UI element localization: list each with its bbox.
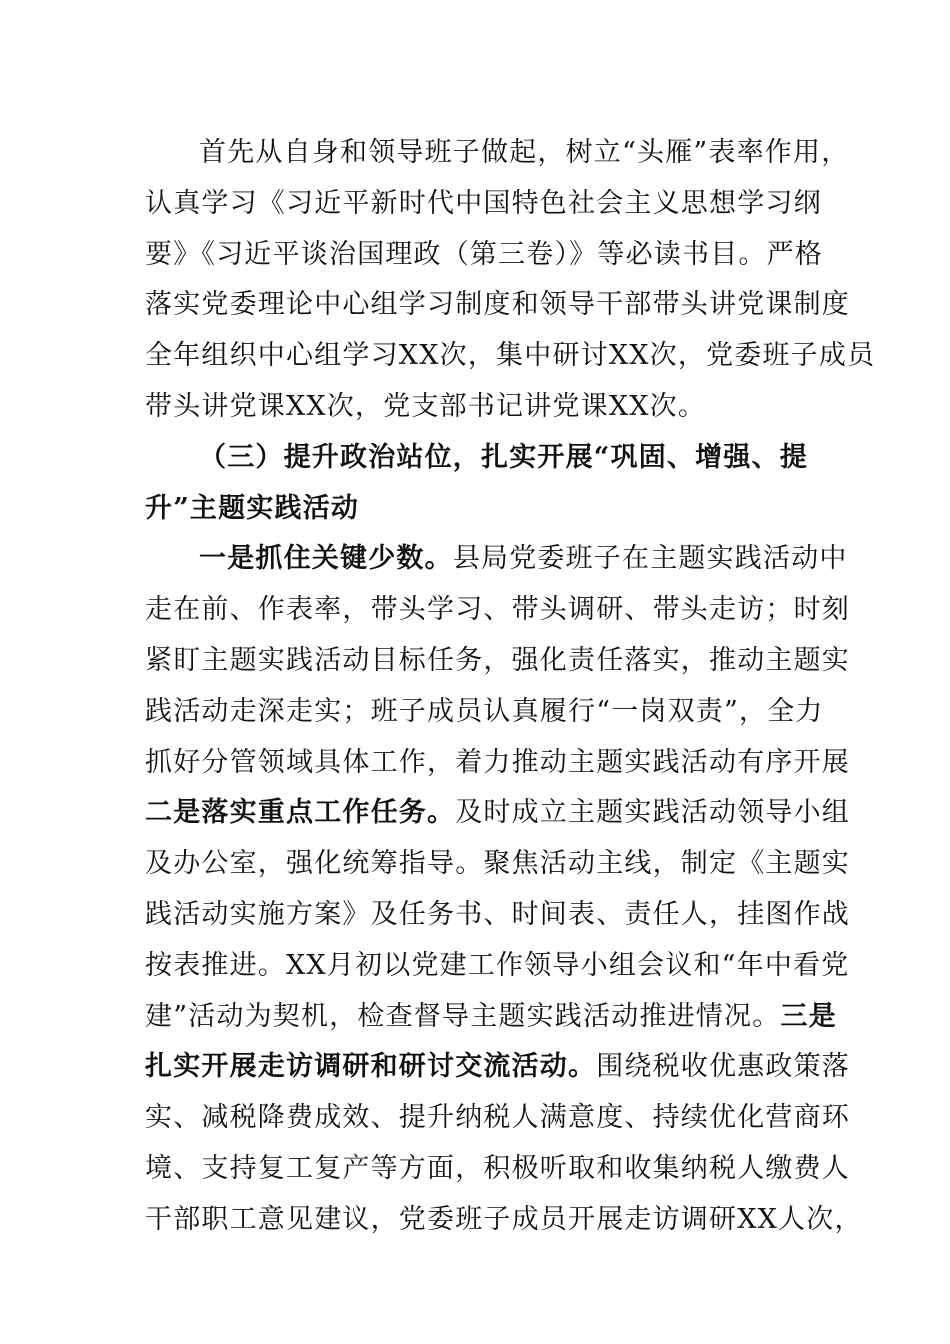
text-line bbox=[145, 635, 850, 687]
text-line bbox=[145, 991, 837, 1043]
text-segment: 践活动走深走实；班子成员认真履行“一岗双责”，全力 bbox=[145, 695, 824, 727]
bold-text-segment: 三是 bbox=[780, 1000, 837, 1032]
text-line bbox=[145, 787, 851, 839]
bold-text-segment: 二是落实重点工作任务。 bbox=[145, 797, 456, 829]
text-line bbox=[145, 178, 822, 230]
text-line bbox=[145, 889, 850, 941]
text-segment: 要》《习近平谈治国理政（第三卷）》等必读书目。严格 bbox=[145, 238, 823, 270]
text-segment: 认真学习《习近平新时代中国特色社会主义思想学习纲 bbox=[145, 187, 822, 219]
text-segment: 抓好分管领域具体工作，着力推动主题实践活动有序开展 bbox=[145, 746, 850, 778]
text-line bbox=[145, 483, 807, 535]
bold-text-segment: 升”主题实践活动 bbox=[145, 492, 360, 524]
text-line bbox=[145, 1092, 850, 1144]
text-line bbox=[145, 584, 850, 636]
text-line bbox=[145, 381, 807, 433]
text-line bbox=[145, 737, 850, 789]
text-segment: 按表推进。XX月初以党建工作领导小组会议和“年中看党 bbox=[145, 949, 850, 981]
text-segment: 围绕税收优惠政策落 bbox=[596, 1051, 851, 1083]
text-segment: 干部职工意见建议，党委班子成员开展走访调研XX人次， bbox=[145, 1203, 863, 1235]
text-line bbox=[145, 686, 824, 738]
text-line bbox=[145, 330, 876, 382]
text-segment: 建”活动为契机，检查督导主题实践活动推进情况。 bbox=[145, 1000, 781, 1032]
text-line bbox=[145, 1041, 851, 1093]
text-segment: 实、减税降费成效、提升纳税人满意度、持续优化营商环 bbox=[145, 1102, 850, 1134]
text-segment: 县局党委班子在主题实践活动中 bbox=[452, 543, 848, 575]
text-segment: 首先从自身和领导班子做起，树立“头雁”表率作用， bbox=[199, 137, 850, 168]
text-segment: 紧盯主题实践活动目标任务，强化责任落实，推动主题实 bbox=[145, 645, 850, 676]
text-line bbox=[145, 838, 850, 890]
text-segment: 及办公室，强化统筹指导。聚焦活动主线，制定《主题实 bbox=[145, 848, 850, 880]
text-segment: 走在前、作表率，带头学习、带头调研、带头走访；时刻 bbox=[145, 594, 850, 626]
text-segment: 全年组织中心组学习XX次，集中研讨XX次，党委班子成员 bbox=[145, 340, 876, 372]
text-segment: 境、支持复工复产等方面，积极听取和收集纳税人缴费人 bbox=[145, 1153, 850, 1184]
text-line bbox=[199, 127, 850, 179]
text-line bbox=[145, 229, 823, 281]
text-segment: 带头讲党课XX次，党支部书记讲党课XX次。 bbox=[145, 391, 707, 422]
text-segment: 及时成立主题实践活动领导小组 bbox=[455, 797, 851, 829]
bold-text-segment: 一是抓住关键少数。 bbox=[199, 543, 453, 575]
text-line bbox=[145, 1194, 863, 1246]
text-line bbox=[145, 1143, 850, 1195]
text-segment: 践活动实施方案》及任务书、时间表、责任人，挂图作战 bbox=[145, 899, 850, 930]
text-segment: 落实党委理论中心组学习制度和领导干部带头讲党课制度 bbox=[145, 289, 850, 321]
bold-text-segment: （三）提升政治站位，扎实开展“巩固、增强、提 bbox=[199, 441, 808, 473]
text-line bbox=[145, 279, 850, 331]
text-line bbox=[199, 432, 807, 484]
text-line bbox=[199, 533, 848, 585]
text-line bbox=[145, 940, 850, 992]
bold-text-segment: 扎实开展走访调研和研讨交流活动。 bbox=[145, 1051, 597, 1083]
